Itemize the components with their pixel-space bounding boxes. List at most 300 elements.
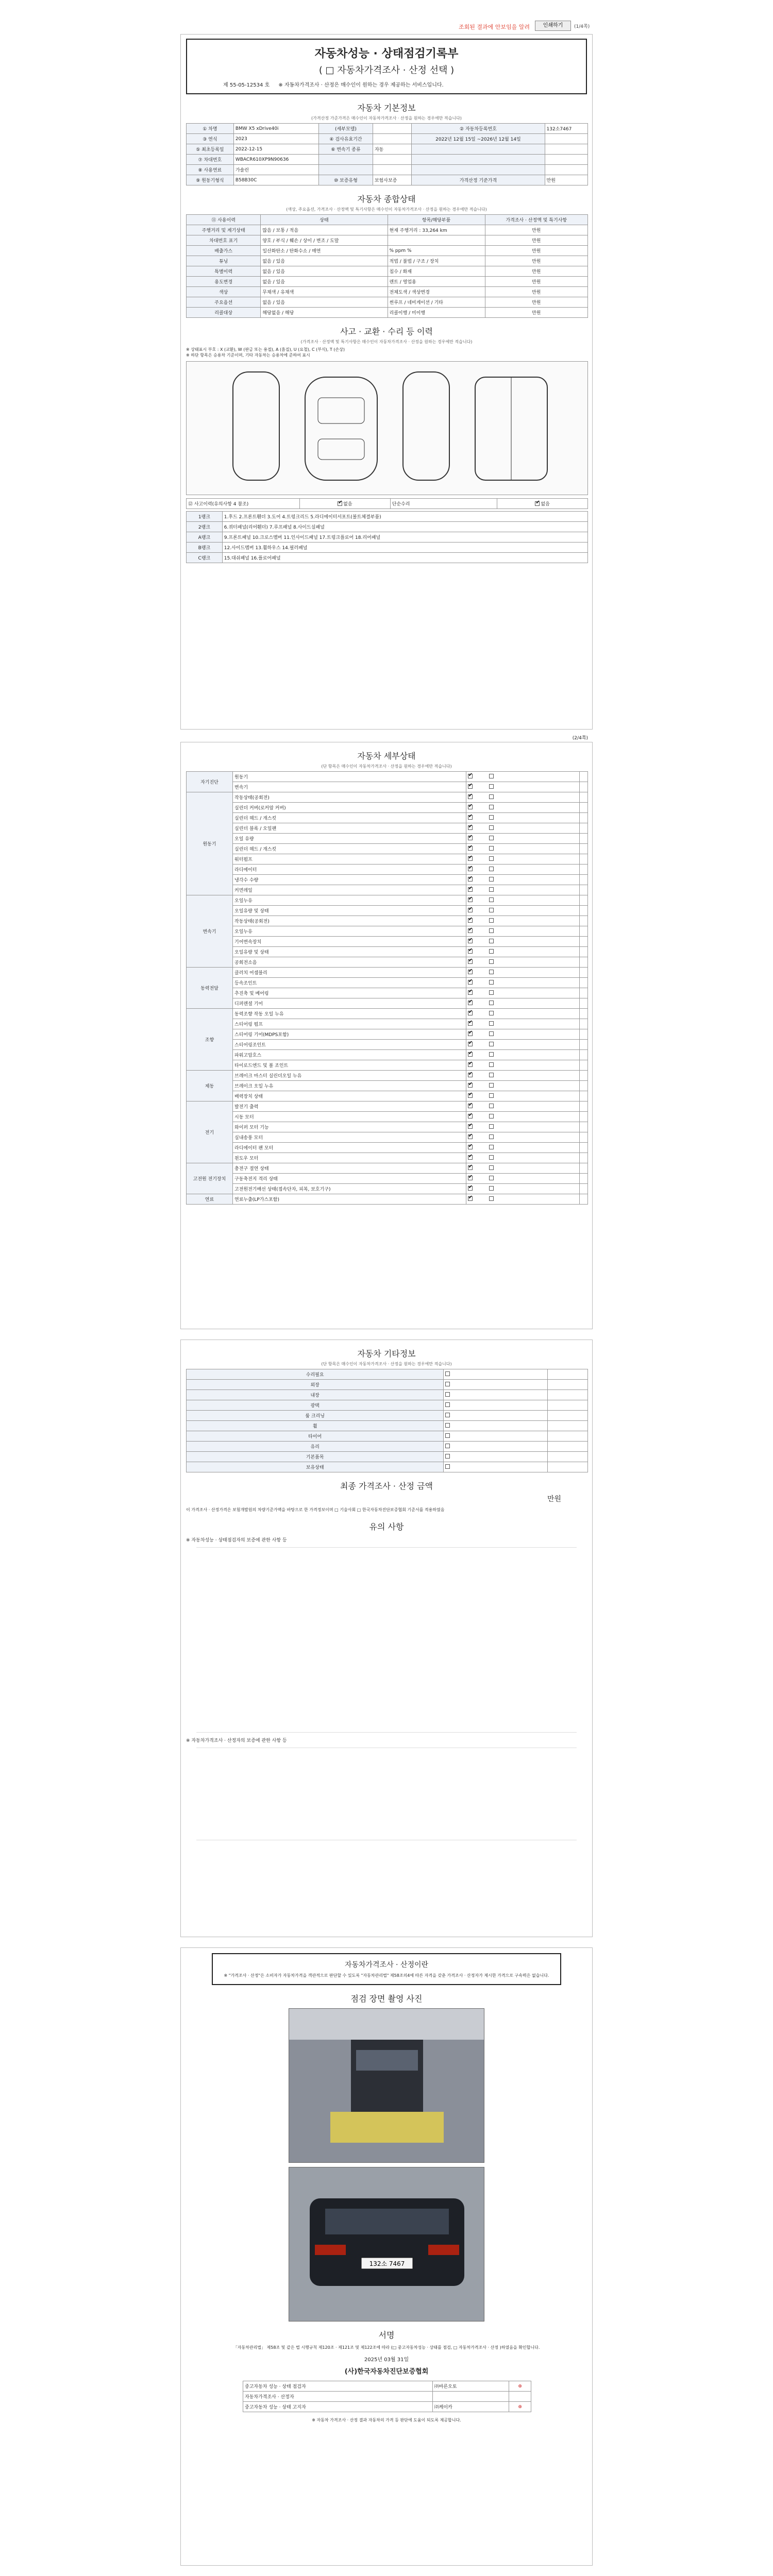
detail-ok-checkbox[interactable] xyxy=(468,1062,473,1067)
detail-ok-checkbox[interactable] xyxy=(468,928,473,933)
detail-status-cell xyxy=(466,1163,579,1174)
top-notice-link[interactable]: 조회된 결과에 안보임을 알려 xyxy=(459,24,530,30)
detail-ok-checkbox[interactable] xyxy=(468,836,473,840)
detail-bad-checkbox[interactable] xyxy=(489,784,494,789)
detail-price xyxy=(579,885,587,895)
detail-ok-checkbox[interactable] xyxy=(468,1042,473,1046)
detail-row xyxy=(187,823,588,834)
signature-company: (사)한국자동차진단보증협회 xyxy=(344,2368,429,2376)
detail-ok-checkbox[interactable] xyxy=(468,1196,473,1201)
detail-ok-checkbox[interactable] xyxy=(468,867,473,871)
detail-price xyxy=(579,1060,587,1071)
detail-bad-checkbox[interactable] xyxy=(489,1021,494,1026)
detail-price xyxy=(579,865,587,875)
other-status-cell xyxy=(444,1411,547,1421)
detail-status-cell xyxy=(466,1019,579,1029)
detail-price xyxy=(579,1122,587,1132)
basic-cell xyxy=(373,155,412,165)
basic-cell: ⑨ 원동기형식 xyxy=(187,175,234,185)
rank-parts: 6.쿼터패널(리어휀더) 7.루프패널 8.사이드실패널 xyxy=(222,522,587,532)
detail-price xyxy=(579,803,587,813)
detail-bad-checkbox[interactable] xyxy=(489,908,494,912)
detail-item-name: 실린더 커버(로커암 커버) xyxy=(233,803,466,813)
other-price xyxy=(547,1452,587,1462)
detail-bad-checkbox[interactable] xyxy=(489,1104,494,1108)
detail-row xyxy=(187,1029,588,1040)
detail-status-cell xyxy=(466,792,579,803)
detail-ok-checkbox[interactable] xyxy=(468,825,473,830)
basic-cell: BMW X5 xDrive40i xyxy=(233,124,318,134)
detail-bad-checkbox[interactable] xyxy=(489,1114,494,1118)
detail-bad-checkbox[interactable] xyxy=(489,794,494,799)
detail-row xyxy=(187,1153,588,1163)
detail-ok-checkbox[interactable] xyxy=(468,1021,473,1026)
detail-group-name: 조향 xyxy=(187,1009,233,1071)
caution-title: 유의 사항 xyxy=(369,1522,404,1532)
detail-ok-checkbox[interactable] xyxy=(468,794,473,799)
detail-status-cell xyxy=(466,1101,579,1112)
detail-status-cell xyxy=(466,988,579,998)
summary-title: 자동차 종합상태 xyxy=(357,194,416,204)
accident-none-checkbox[interactable] xyxy=(338,501,342,506)
doc-title: 자동차성능 · 상태점검기록부 xyxy=(314,47,459,60)
other-checkbox[interactable] xyxy=(445,1444,450,1448)
repair-value: 없음 xyxy=(541,502,550,507)
other-row xyxy=(187,1442,588,1452)
detail-ok-checkbox[interactable] xyxy=(468,815,473,820)
summary-header: 항목/해당부품 xyxy=(388,215,485,225)
detail-bad-checkbox[interactable] xyxy=(489,897,494,902)
detail-bad-checkbox[interactable] xyxy=(489,1134,494,1139)
summary-price: 만원 xyxy=(485,287,587,297)
other-row xyxy=(187,1400,588,1411)
other-status-cell xyxy=(444,1442,547,1452)
detail-ok-checkbox[interactable] xyxy=(468,1001,473,1005)
detail-item-name: 냉각수 수량 xyxy=(233,875,466,885)
detail-bad-checkbox[interactable] xyxy=(489,1083,494,1088)
other-checkbox[interactable] xyxy=(445,1382,450,1386)
summary-item-name: 주요옵션 xyxy=(187,297,261,308)
dealer-stamp: ⊕ xyxy=(509,2402,531,2412)
price-notice-box xyxy=(212,1953,561,1985)
other-row xyxy=(187,1369,588,1380)
summary-detail: % ppm % xyxy=(388,246,485,256)
detail-ok-checkbox[interactable] xyxy=(468,918,473,923)
basic-cell: 2023 xyxy=(233,134,318,144)
summary-header: 가격조사 · 산정액 및 특기사항 xyxy=(485,215,587,225)
basic-cell xyxy=(412,155,545,165)
detail-ok-checkbox[interactable] xyxy=(468,1031,473,1036)
detail-price xyxy=(579,875,587,885)
detail-bad-checkbox[interactable] xyxy=(489,1196,494,1201)
detail-bad-checkbox[interactable] xyxy=(489,1145,494,1149)
detail-bad-checkbox[interactable] xyxy=(489,1031,494,1036)
detail-row xyxy=(187,1019,588,1029)
summary-item-name: 주행거리 및 계기상태 xyxy=(187,225,261,235)
detail-status-cell xyxy=(466,823,579,834)
detail-ok-checkbox[interactable] xyxy=(468,1124,473,1129)
detail-item-name: 추진축 및 베어링 xyxy=(233,988,466,998)
other-status-cell xyxy=(444,1431,547,1442)
detail-ok-checkbox[interactable] xyxy=(468,877,473,882)
other-checkbox[interactable] xyxy=(445,1464,450,1469)
detail-bad-checkbox[interactable] xyxy=(489,1186,494,1191)
detail-bad-checkbox[interactable] xyxy=(489,949,494,954)
summary-status: 없음 / 있음 xyxy=(261,277,388,287)
notice-text: ※ "가격조사 · 산정"은 소비자가 자동차가격을 객관적으로 판단할 수 있도록 "자동차관리법" 제58조의4에 따른 자격을 갖춘 가격조사 · 산정자가 제시한 가격으로 구속력은 없습니다. xyxy=(224,1973,549,1978)
detail-item-name: 오일유량 및 상태 xyxy=(233,947,466,957)
detail-item-name: 고전원전기배선 상태(접속단자, 피복, 보호기구) xyxy=(233,1184,466,1194)
dealer-name: ㈜케이카 xyxy=(432,2402,509,2412)
detail-ok-checkbox[interactable] xyxy=(468,939,473,943)
detail-status-cell xyxy=(466,1184,579,1194)
detail-item-name: 실내송풍 모터 xyxy=(233,1132,466,1143)
detail-status-cell xyxy=(466,1132,579,1143)
detail-ok-checkbox[interactable] xyxy=(468,846,473,851)
detail-status-cell xyxy=(466,957,579,968)
other-checkbox[interactable] xyxy=(445,1454,450,1459)
detail-ok-checkbox[interactable] xyxy=(468,897,473,902)
caution-body-2 xyxy=(196,1748,577,1840)
detail-bad-checkbox[interactable] xyxy=(489,1073,494,1077)
summary-header: 상태 xyxy=(261,215,388,225)
detail-ok-checkbox[interactable] xyxy=(468,949,473,954)
detail-bad-checkbox[interactable] xyxy=(489,1176,494,1180)
summary-price: 만원 xyxy=(485,246,587,256)
detail-ok-checkbox[interactable] xyxy=(468,1186,473,1191)
detail-bad-checkbox[interactable] xyxy=(489,918,494,923)
detail-item-name: 오일유량 및 상태 xyxy=(233,906,466,916)
other-item-name: 내장 xyxy=(187,1390,444,1400)
basic-cell: (세부모델) xyxy=(319,124,373,134)
detail-row xyxy=(187,1163,588,1174)
detail-group-name: 원동기 xyxy=(187,792,233,895)
inspector-stamp: ⊕ xyxy=(509,2381,531,2392)
detail-row xyxy=(187,772,588,782)
summary-item-name: 차대번호 표기 xyxy=(187,235,261,246)
detail-bad-checkbox[interactable] xyxy=(489,877,494,882)
detail-bad-checkbox[interactable] xyxy=(489,1042,494,1046)
detail-status-cell xyxy=(466,968,579,978)
detail-bad-checkbox[interactable] xyxy=(489,990,494,995)
summary-header: ⑪ 사용이력 xyxy=(187,215,261,225)
detail-ok-checkbox[interactable] xyxy=(468,959,473,964)
other-checkbox[interactable] xyxy=(445,1433,450,1438)
summary-detail: 적법 / 불법 / 구조 / 장치 xyxy=(388,256,485,266)
detail-price xyxy=(579,1029,587,1040)
detail-bad-checkbox[interactable] xyxy=(489,774,494,778)
other-item-name: 유리 xyxy=(187,1442,444,1452)
detail-status-cell xyxy=(466,1060,579,1071)
detail-bad-checkbox[interactable] xyxy=(489,825,494,830)
basic-cell: ⑤ 최초등록일 xyxy=(187,144,234,155)
detail-ok-checkbox[interactable] xyxy=(468,990,473,995)
detail-status-cell xyxy=(466,844,579,854)
detail-item-name: 스티어링 기어(MDPS포함) xyxy=(233,1029,466,1040)
caution-head-2: ※ 자동차가격조사 · 산정자의 보증에 관한 사항 등 xyxy=(186,1738,287,1743)
basic-cell xyxy=(545,134,587,144)
print-button[interactable]: 인쇄하기 xyxy=(535,21,571,31)
detail-row xyxy=(187,1071,588,1081)
caution-body-1 xyxy=(196,1547,577,1733)
summary-sub: (색상, 주요옵션, 가격조사 · 산정액 및 특기사항은 매수인이 자동차가격조사 · 산정을 원하는 경우에만 적습니다) xyxy=(286,207,487,212)
detail-price xyxy=(579,1081,587,1091)
detail-item-name: 스티어링조인트 xyxy=(233,1040,466,1050)
detail-row xyxy=(187,895,588,906)
detail-bad-checkbox[interactable] xyxy=(489,836,494,840)
other-checkbox[interactable] xyxy=(445,1413,450,1417)
detail-ok-checkbox[interactable] xyxy=(468,784,473,789)
detail-item-name: 브레이크 오일 누유 xyxy=(233,1081,466,1091)
other-item-name: 기본품목 xyxy=(187,1452,444,1462)
detail-bad-checkbox[interactable] xyxy=(489,856,494,861)
doc-header xyxy=(186,39,587,94)
detail-bad-checkbox[interactable] xyxy=(489,1155,494,1160)
detail-item-name: 실린더 블록 / 오일팬 xyxy=(233,823,466,834)
other-price xyxy=(547,1431,587,1442)
rank-parts: 1.후드 2.프론트휀더 3.도어 4.트렁크리드 5.라디에이터서포트(볼트체결부품) xyxy=(222,512,587,522)
page-2-number: (2/4쪽) xyxy=(572,736,588,741)
repair-label: 단순수리 xyxy=(390,499,497,509)
basic-cell xyxy=(545,165,587,175)
summary-row xyxy=(187,256,588,266)
detail-price xyxy=(579,813,587,823)
other-status-cell xyxy=(444,1421,547,1431)
other-table xyxy=(186,1369,588,1472)
detail-row xyxy=(187,906,588,916)
summary-row xyxy=(187,308,588,318)
doc-number-row xyxy=(192,80,581,88)
notice-title: 자동차가격조사 · 산정이란 xyxy=(344,1961,429,1969)
detail-bad-checkbox[interactable] xyxy=(489,970,494,974)
summary-detail: 리콜이행 / 미이행 xyxy=(388,308,485,318)
basic-cell: ③ 연식 xyxy=(187,134,234,144)
detail-row xyxy=(187,916,588,926)
detail-item-name: 공회전소음 xyxy=(233,957,466,968)
rank-parts: 15.대쉬패널 16.플로어패널 xyxy=(222,553,587,563)
detail-row xyxy=(187,885,588,895)
detail-status-cell xyxy=(466,895,579,906)
rank-name: 1랭크 xyxy=(187,512,223,522)
summary-row xyxy=(187,235,588,246)
detail-price xyxy=(579,844,587,854)
photos-title: 점검 장면 촬영 사진 xyxy=(350,1994,423,2004)
basic-row xyxy=(187,144,588,155)
accident-note-2: ※ 하단 항목은 승용차 기준이며, 기타 자동차는 승용차에 준하여 표시 xyxy=(186,353,310,358)
detail-row xyxy=(187,926,588,937)
detail-price xyxy=(579,926,587,937)
summary-price: 만원 xyxy=(485,235,587,246)
rank-row xyxy=(187,512,588,522)
detail-ok-checkbox[interactable] xyxy=(468,1134,473,1139)
detail-group-name: 변속기 xyxy=(187,895,233,968)
summary-status: 없음 / 있음 xyxy=(261,297,388,308)
detail-row xyxy=(187,834,588,844)
repair-none-checkbox[interactable] xyxy=(535,501,540,506)
summary-item-name: 배출가스 xyxy=(187,246,261,256)
detail-row xyxy=(187,854,588,865)
basic-cell: ① 차명 xyxy=(187,124,234,134)
rank-name: C랭크 xyxy=(187,553,223,563)
detail-price xyxy=(579,988,587,998)
detail-ok-checkbox[interactable] xyxy=(468,1176,473,1180)
detail-ok-checkbox[interactable] xyxy=(468,970,473,974)
detail-status-cell xyxy=(466,1071,579,1081)
detail-bad-checkbox[interactable] xyxy=(489,980,494,985)
detail-row xyxy=(187,978,588,988)
detail-ok-checkbox[interactable] xyxy=(468,908,473,912)
detail-ok-checkbox[interactable] xyxy=(468,1114,473,1118)
detail-price xyxy=(579,1194,587,1205)
detail-status-cell xyxy=(466,782,579,792)
detail-price xyxy=(579,1143,587,1153)
detail-item-name: 시동 모터 xyxy=(233,1112,466,1122)
summary-price: 만원 xyxy=(485,266,587,277)
detail-row xyxy=(187,782,588,792)
detail-item-name: 클러치 어셈블리 xyxy=(233,968,466,978)
detail-item-name: 실린더 헤드 / 개스킷 xyxy=(233,813,466,823)
detail-row xyxy=(187,865,588,875)
detail-bad-checkbox[interactable] xyxy=(489,1001,494,1005)
detail-bad-checkbox[interactable] xyxy=(489,959,494,964)
price-value: 만원 xyxy=(547,1495,561,1503)
summary-status: 무채색 / 유채색 xyxy=(261,287,388,297)
detail-bad-checkbox[interactable] xyxy=(489,867,494,871)
accident-value: 없음 xyxy=(343,502,352,507)
detail-ok-checkbox[interactable] xyxy=(468,1093,473,1098)
detail-ok-checkbox[interactable] xyxy=(468,1011,473,1015)
rank-parts: 12.사이드멤버 13.휠하우스 14.필러패널 xyxy=(222,543,587,553)
detail-title: 자동차 세부상태 xyxy=(357,751,416,761)
other-checkbox[interactable] xyxy=(445,1402,450,1407)
basic-title: 자동차 기본정보 xyxy=(357,103,416,113)
detail-bad-checkbox[interactable] xyxy=(489,1011,494,1015)
doc-subtitle: ( □ 자동차가격조사 · 산정 선택 ) xyxy=(318,65,455,76)
photo-front-svg xyxy=(289,2009,484,2163)
other-row xyxy=(187,1452,588,1462)
detail-row xyxy=(187,1009,588,1019)
detail-ok-checkbox[interactable] xyxy=(468,1104,473,1108)
detail-row xyxy=(187,968,588,978)
detail-ok-checkbox[interactable] xyxy=(468,856,473,861)
summary-item-name: 튜닝 xyxy=(187,256,261,266)
doc-notice: ※ 자동차가격조사 · 산정은 매수인이 원하는 경우 제공하는 서비스입니다. xyxy=(278,82,444,88)
detail-item-name: 타이로드엔드 및 볼 조인트 xyxy=(233,1060,466,1071)
rank-row xyxy=(187,553,588,563)
signature-date: 2025년 03월 31일 xyxy=(364,2357,409,2363)
basic-cell: 132소7467 xyxy=(545,124,587,134)
detail-price xyxy=(579,1174,587,1184)
detail-status-cell xyxy=(466,1081,579,1091)
detail-bad-checkbox[interactable] xyxy=(489,815,494,820)
detail-item-name: 변속기 xyxy=(233,782,466,792)
summary-detail: 썬루프 / 네비게이션 / 기타 xyxy=(388,297,485,308)
accident-status-table xyxy=(186,498,588,509)
other-checkbox[interactable] xyxy=(445,1392,450,1397)
detail-sub: (단 항목은 매수인이 자동차가격조사 · 산정을 원하는 경우에만 적습니다) xyxy=(321,764,452,769)
other-checkbox[interactable] xyxy=(445,1371,450,1376)
other-title: 자동차 기타정보 xyxy=(357,1349,416,1359)
summary-price: 만원 xyxy=(485,256,587,266)
basic-cell: ⑩ 보증유형 xyxy=(319,175,373,185)
detail-ok-checkbox[interactable] xyxy=(468,1052,473,1057)
car-top-view xyxy=(305,377,377,480)
detail-status-cell xyxy=(466,813,579,823)
detail-ok-checkbox[interactable] xyxy=(468,887,473,892)
inspection-photo-front xyxy=(289,2008,484,2163)
detail-ok-checkbox[interactable] xyxy=(468,1155,473,1160)
other-checkbox[interactable] xyxy=(445,1423,450,1428)
car-rear-glass xyxy=(318,439,364,460)
basic-sub: (가격산정 가준가격은 매수인이 자동차가격조사 · 산정을 원하는 경우에만 적습니다) xyxy=(311,116,462,121)
basic-row xyxy=(187,124,588,134)
detail-item-name: 윈도우 모터 xyxy=(233,1153,466,1163)
summary-detail: 현재 주행거리 : 33,264 km xyxy=(388,225,485,235)
repair-value-cell xyxy=(497,499,588,509)
detail-bad-checkbox[interactable] xyxy=(489,887,494,892)
detail-item-name: 실린더 헤드 / 개스킷 xyxy=(233,844,466,854)
summary-status: 양호 / 부식 / 훼손 / 상이 / 변조 / 도말 xyxy=(261,235,388,246)
detail-bad-checkbox[interactable] xyxy=(489,1052,494,1057)
summary-row xyxy=(187,277,588,287)
detail-group-name: 연료 xyxy=(187,1194,233,1205)
basic-cell: B58B30C xyxy=(233,175,318,185)
detail-price xyxy=(579,782,587,792)
detail-price xyxy=(579,1040,587,1050)
basic-cell: ② 자동차등록번호 xyxy=(412,124,545,134)
other-item-name: 외장 xyxy=(187,1380,444,1390)
detail-row xyxy=(187,947,588,957)
detail-bad-checkbox[interactable] xyxy=(489,805,494,809)
detail-status-cell xyxy=(466,875,579,885)
other-price xyxy=(547,1421,587,1431)
detail-price xyxy=(579,854,587,865)
doc-no-label: 제 xyxy=(223,82,228,88)
detail-bad-checkbox[interactable] xyxy=(489,939,494,943)
accident-label: ⑫ 사고이력(유의사항 4 참조) xyxy=(187,499,300,509)
basic-table xyxy=(186,123,588,185)
detail-price xyxy=(579,937,587,947)
detail-ok-checkbox[interactable] xyxy=(468,774,473,778)
detail-bad-checkbox[interactable] xyxy=(489,928,494,933)
detail-group-name: 고전원 전기장치 xyxy=(187,1163,233,1194)
detail-bad-checkbox[interactable] xyxy=(489,1165,494,1170)
detail-row xyxy=(187,988,588,998)
detail-ok-checkbox[interactable] xyxy=(468,1145,473,1149)
caution-head-1: ※ 자동차성능 · 상태점검자의 보증에 관한 사항 등 xyxy=(186,1538,287,1543)
detail-item-name: 스티어링 펌프 xyxy=(233,1019,466,1029)
detail-price xyxy=(579,1112,587,1122)
detail-ok-checkbox[interactable] xyxy=(468,805,473,809)
rank-row xyxy=(187,532,588,543)
price-assessor-label: 자동차가격조사 · 산정자 xyxy=(243,2392,433,2402)
detail-ok-checkbox[interactable] xyxy=(468,1073,473,1077)
detail-ok-checkbox[interactable] xyxy=(468,1165,473,1170)
detail-ok-checkbox[interactable] xyxy=(468,1083,473,1088)
other-price xyxy=(547,1369,587,1380)
detail-row xyxy=(187,1081,588,1091)
detail-price xyxy=(579,1101,587,1112)
detail-table xyxy=(186,771,588,1205)
detail-bad-checkbox[interactable] xyxy=(489,1124,494,1129)
detail-bad-checkbox[interactable] xyxy=(489,1093,494,1098)
detail-row xyxy=(187,937,588,947)
summary-price: 만원 xyxy=(485,297,587,308)
detail-ok-checkbox[interactable] xyxy=(468,980,473,985)
detail-bad-checkbox[interactable] xyxy=(489,846,494,851)
detail-status-cell xyxy=(466,1122,579,1132)
detail-bad-checkbox[interactable] xyxy=(489,1062,494,1067)
